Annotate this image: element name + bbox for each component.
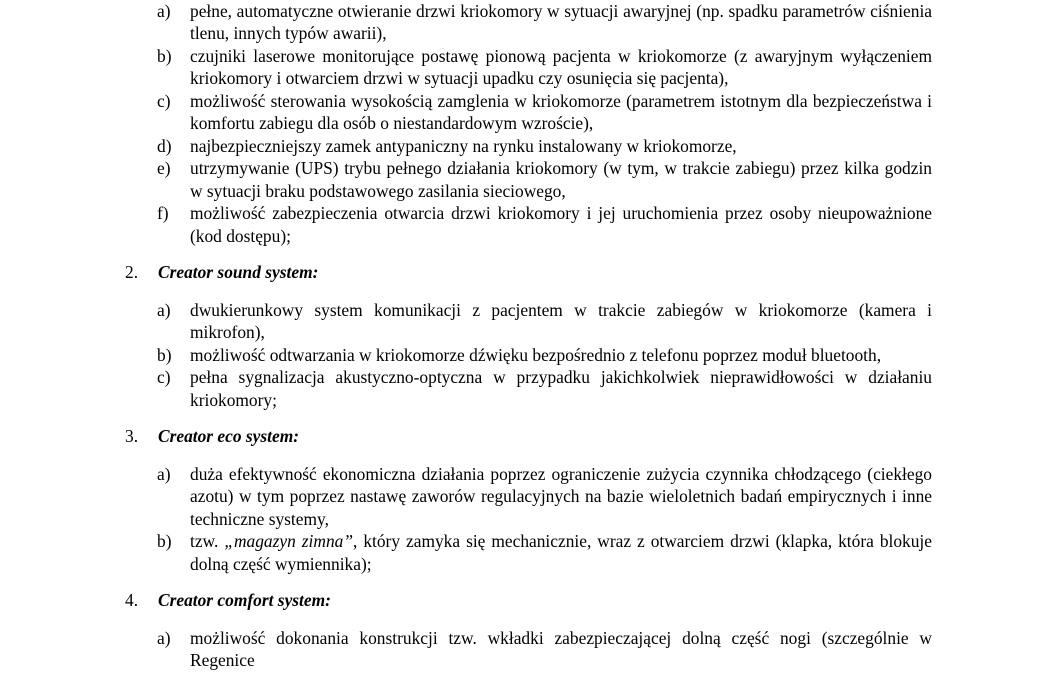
sound-list	[0, 299, 1058, 412]
item-letter: e)	[157, 158, 171, 178]
list-item	[157, 135, 932, 158]
item-text-suffix: , który zamyka się mechanicznie, wraz z otwarciem drzwi (klapka, która blokuje dolną część wymiennika);	[190, 531, 932, 574]
section-title: Creator sound system:	[158, 262, 319, 282]
item-letter: c)	[157, 90, 171, 111]
item-letter: f)	[157, 203, 169, 223]
item-text: możliwość sterowania wysokością zamglenia w kriokomorze (parametrem istotnym dla bezpieczeństwa i komfortu zabiegu dla osób o niestandardowym wzroście),	[190, 90, 932, 133]
list-item	[157, 299, 932, 344]
section-title: Creator comfort system:	[158, 590, 331, 610]
item-letter: a)	[157, 627, 171, 648]
item-letter: b)	[157, 45, 172, 66]
item-text: czujniki laserowe monitorujące postawę pionową pacjenta w kriokomorze (z awaryjnym wyłączeniem kriokomory i otwarciem drzwi w sytuacji upadku czy osunięcia się pacjenta),	[190, 45, 932, 88]
item-letter: c)	[157, 367, 171, 387]
item-text: pełne, automatyczne otwieranie drzwi kriokomory w sytuacji awaryjnej (np. spadku parametrów ciśnienia tlenu, innych typów awarii),	[190, 0, 932, 43]
section-heading-sound	[125, 261, 1058, 284]
item-letter: b)	[157, 531, 172, 551]
cut-off-line	[157, 627, 932, 670]
item-text: możliwość zabezpieczenia otwarcia drzwi kriokomory i jej uruchomienia przez osoby nieupoważnione (kod dostępu);	[190, 203, 932, 246]
item-letter: a)	[157, 463, 171, 484]
list-item	[157, 366, 932, 411]
list-item	[157, 202, 932, 247]
list-item	[157, 627, 932, 672]
item-text	[190, 530, 932, 575]
item-text-prefix: tzw.	[190, 531, 225, 551]
list-item	[157, 45, 932, 90]
section-title: Creator eco system:	[158, 426, 300, 446]
item-text: utrzymywanie (UPS) trybu pełnego działania kriokomory (w tym, w trakcie zabiegu) przez kilka godzin w sytuacji braku podstawowego zasilania sieciowego,	[190, 158, 932, 201]
item-letter: b)	[157, 344, 172, 365]
list-item	[157, 530, 932, 575]
section-heading-eco	[125, 425, 1058, 448]
item-letter: a)	[157, 0, 171, 21]
eco-list	[0, 463, 1058, 576]
section-number: 2.	[125, 262, 139, 282]
list-item	[157, 90, 932, 135]
item-text: najbezpieczniejszy zamek antypaniczny na rynku instalowany w kriokomorze,	[190, 135, 737, 156]
section-number: 4.	[125, 590, 139, 610]
list-item	[157, 344, 932, 367]
list-item	[157, 157, 932, 202]
safety-list	[0, 0, 1058, 247]
item-text: możliwość dokonania konstrukcji tzw. wkładki zabezpieczającej dolną część nogi (szczególnie w Regenice	[190, 627, 932, 670]
list-item	[157, 0, 932, 45]
item-text-italic: „magazyn zimna”	[224, 531, 354, 551]
list-item	[157, 463, 932, 531]
item-text: dwukierunkowy system komunikacji z pacjentem w trakcie zabiegów w kriokomorze (kamera i mikrofon),	[190, 299, 932, 342]
item-letter: d)	[157, 135, 172, 156]
item-text: duża efektywność ekonomiczna działania poprzez ograniczenie zużycia czynnika chłodzącego (ciekłego azotu) w tym poprzez nastawę zaworów regulacyjnych na bazie wieloletnich badań empirycznych i inne techniczne systemy,	[190, 463, 932, 529]
section-number: 3.	[125, 426, 139, 446]
item-text: pełna sygnalizacja akustyczno-optyczna w przypadku jakichkolwiek nieprawidłowości w działaniu kriokomory;	[190, 367, 932, 410]
item-letter: a)	[157, 299, 171, 320]
item-text: możliwość odtwarzania w kriokomorze dźwięku bezpośrednio z telefonu poprzez moduł bluetooth,	[190, 344, 882, 365]
section-heading-comfort	[125, 589, 1058, 612]
